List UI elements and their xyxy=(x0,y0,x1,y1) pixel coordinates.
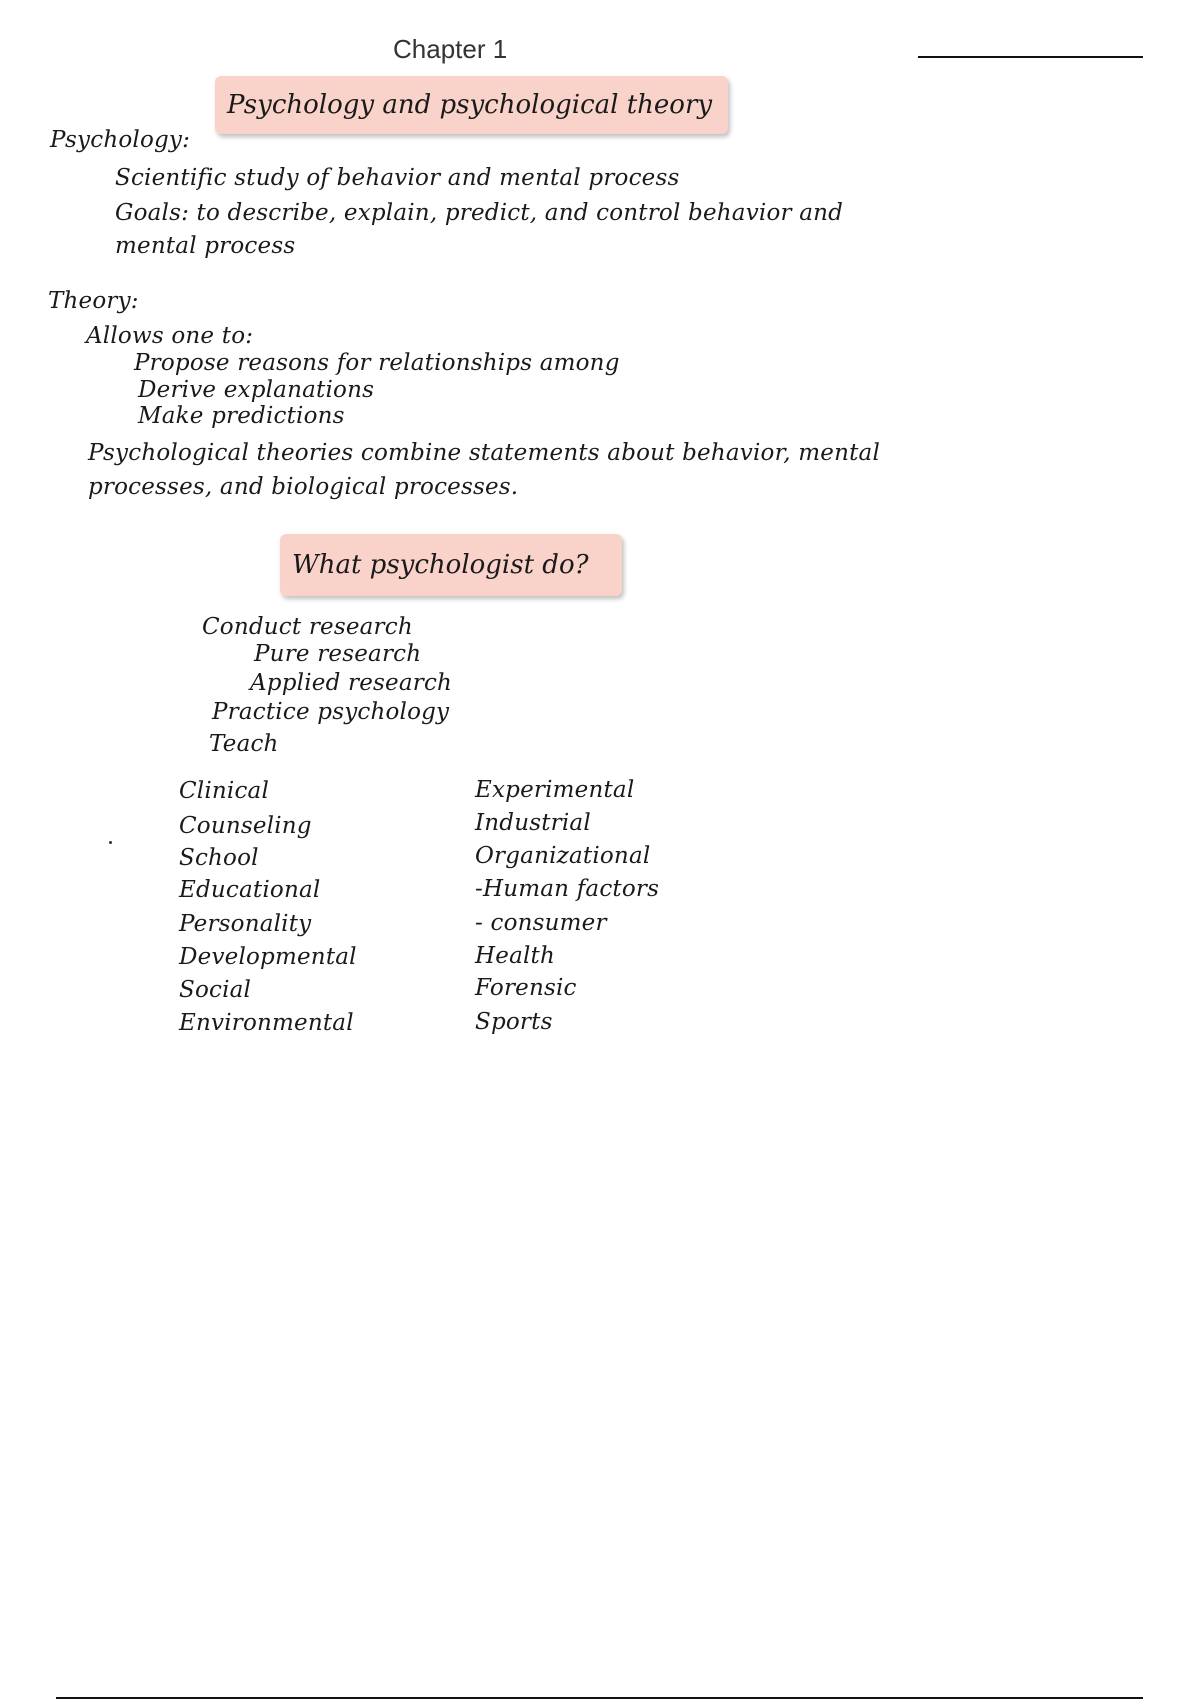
section-title: What psychologist do? xyxy=(292,550,589,580)
section-title-box xyxy=(215,76,728,134)
specialty-left: Counseling xyxy=(179,813,312,839)
specialty-right: Organizational xyxy=(475,843,651,869)
activity-item: Practice psychology xyxy=(212,699,450,725)
specialty-left: Educational xyxy=(179,877,321,903)
footer-rule xyxy=(56,1697,1143,1699)
theory-combine-line2: processes, and biological processes. xyxy=(88,474,519,500)
theory-item: Propose reasons for relationships among xyxy=(134,350,620,376)
section-title-box xyxy=(280,534,622,596)
specialty-right: Forensic xyxy=(475,975,577,1001)
specialty-right: Experimental xyxy=(475,777,635,803)
specialty-right: Health xyxy=(475,943,555,969)
activity-item: Applied research xyxy=(250,670,453,696)
section-title: Psychology and psychological theory xyxy=(227,90,713,120)
theory-heading: Theory: xyxy=(48,288,139,314)
activity-item: Pure research xyxy=(254,641,422,667)
chapter-label: Chapter 1 xyxy=(393,34,508,64)
stray-dot xyxy=(109,841,112,844)
theory-allows: Allows one to: xyxy=(86,323,254,349)
specialty-right: Industrial xyxy=(475,810,591,836)
specialty-left: Clinical xyxy=(179,778,270,804)
specialty-left: Social xyxy=(179,977,252,1003)
specialty-left: Personality xyxy=(179,911,312,937)
specialty-left: Environmental xyxy=(179,1010,354,1036)
specialty-left: Developmental xyxy=(179,944,357,970)
specialty-right: -Human factors xyxy=(475,876,660,902)
psychology-definition: Scientific study of behavior and mental process xyxy=(115,165,680,191)
theory-combine-line1: Psychological theories combine statements about behavior, mental xyxy=(88,440,881,466)
theory-item: Make predictions xyxy=(138,403,345,429)
specialty-right: Sports xyxy=(475,1009,553,1035)
psychology-heading: Psychology: xyxy=(50,127,191,153)
specialty-left: School xyxy=(179,845,259,871)
header-rule xyxy=(918,56,1143,58)
psychology-goals-line2: mental process xyxy=(115,233,296,259)
activity-item: Teach xyxy=(209,731,279,757)
specialty-right: - consumer xyxy=(475,910,607,936)
theory-item: Derive explanations xyxy=(138,377,375,403)
activity-item: Conduct research xyxy=(202,614,413,640)
psychology-goals-line1: Goals: to describe, explain, predict, and control behavior and xyxy=(115,200,844,226)
